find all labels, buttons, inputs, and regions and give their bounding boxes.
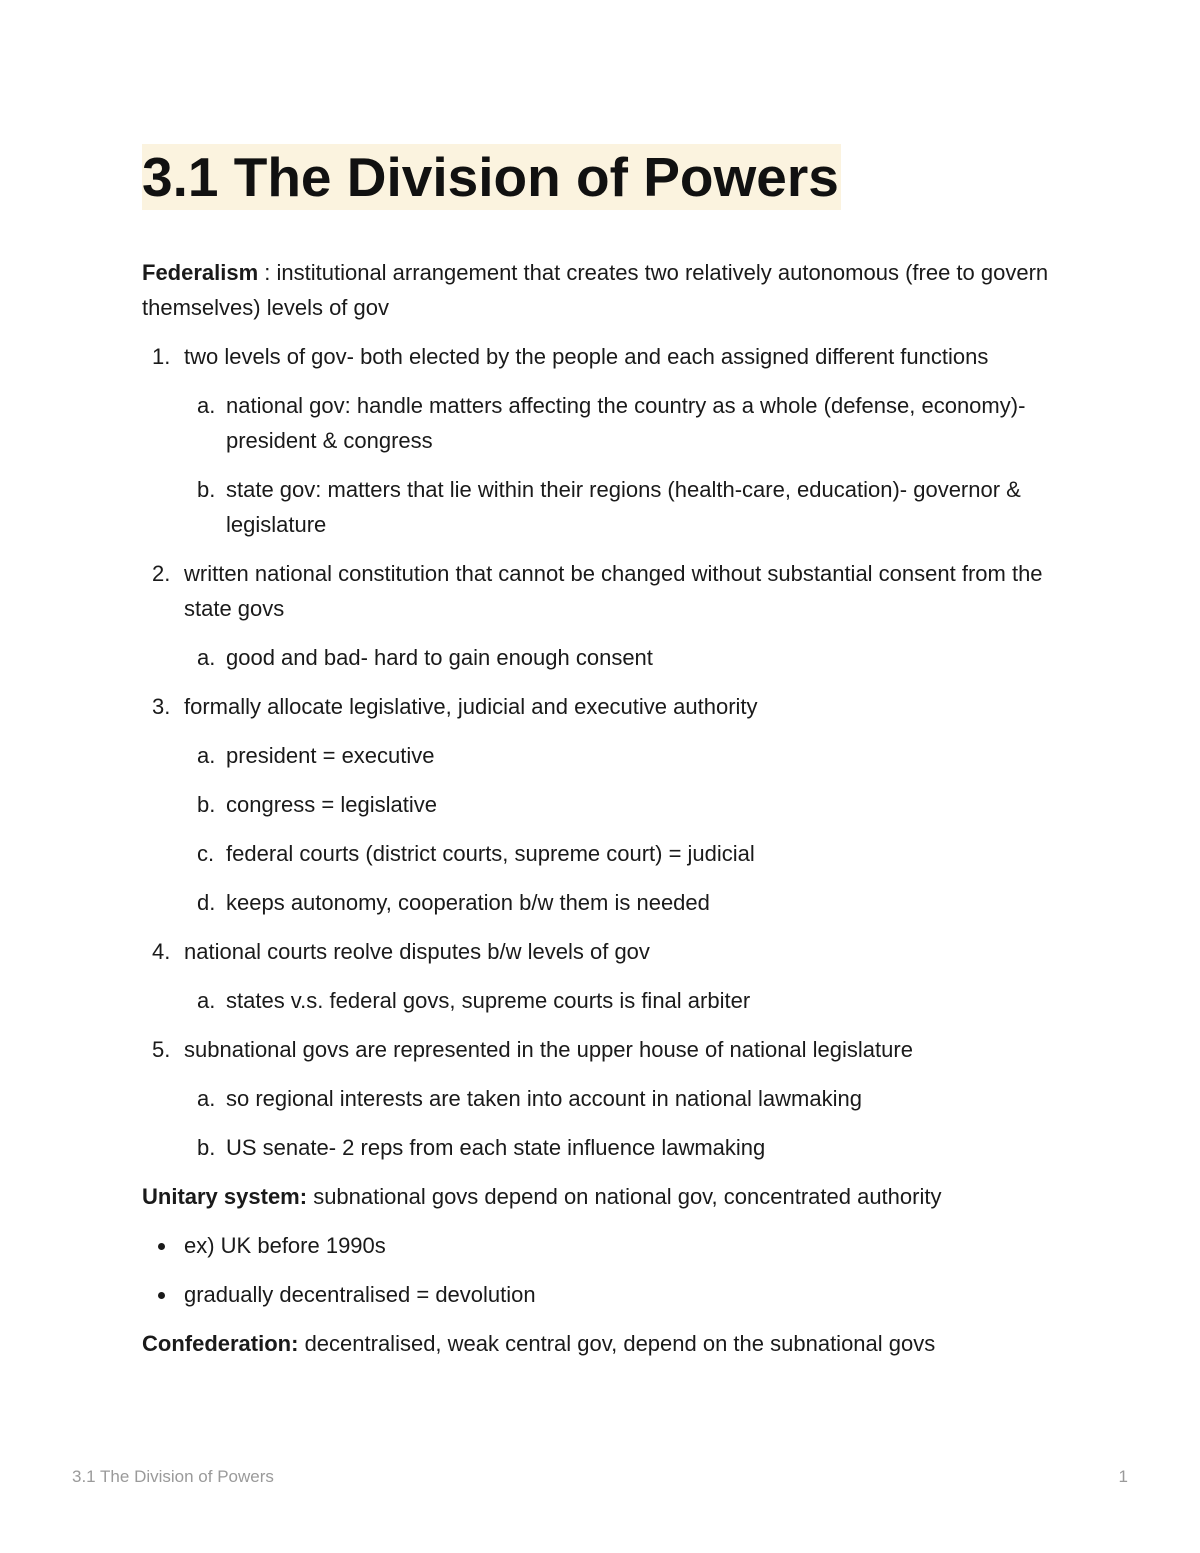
sublist-item	[184, 787, 1062, 822]
unitary-definition	[142, 1179, 1062, 1214]
sublist-item	[184, 472, 1062, 542]
list-marker: 4.	[152, 939, 171, 964]
bullet-item	[142, 1228, 1062, 1263]
list-item-text: subnational govs are represented in the upper house of national legislature	[184, 1037, 913, 1062]
sublist	[184, 1081, 1062, 1165]
bullet-icon	[158, 1292, 165, 1299]
sublist-marker: a.	[197, 645, 216, 670]
sublist-marker: a.	[197, 743, 216, 768]
sublist	[184, 983, 1062, 1018]
list-marker: 2.	[152, 561, 171, 586]
page-title: 3.1 The Division of Powers	[142, 146, 839, 208]
sublist-marker: b.	[197, 1135, 216, 1160]
federalism-term: Federalism	[142, 260, 259, 285]
bullet-icon	[158, 1243, 165, 1250]
confederation-term: Confederation:	[142, 1331, 299, 1356]
list-marker: 3.	[152, 694, 171, 719]
federalism-definition	[142, 255, 1062, 325]
sublist-marker: a.	[197, 988, 216, 1013]
sublist-item-text: states v.s. federal govs, supreme courts is final arbiter	[226, 988, 751, 1013]
list-item-text: national courts reolve disputes b/w levels of gov	[184, 939, 650, 964]
sublist-item	[184, 388, 1062, 458]
list-item	[142, 339, 1062, 542]
sublist-item	[184, 983, 1062, 1018]
sublist-item-text: federal courts (district courts, supreme court) = judicial	[226, 841, 755, 866]
list-item	[142, 689, 1062, 920]
bullet-text: gradually decentralised = devolution	[184, 1282, 536, 1307]
bullet-text: ex) UK before 1990s	[184, 1233, 386, 1258]
sublist	[184, 738, 1062, 920]
list-item-text: two levels of gov- both elected by the people and each assigned different functions	[184, 344, 989, 369]
sublist-item-text: national gov: handle matters affecting the country as a whole (defense, economy)- president & congress	[226, 393, 1026, 453]
list-item	[142, 1032, 1062, 1165]
federalism-definition-text: : institutional arrangement that creates two relatively autonomous (free to govern themselves) levels of gov	[142, 260, 1049, 320]
sublist-marker: c.	[197, 841, 215, 866]
document-body	[142, 255, 1062, 1375]
list-item-text: written national constitution that cannot be changed without substantial consent from the state govs	[184, 561, 1043, 621]
bullet-item	[142, 1277, 1062, 1312]
sublist-item-text: president = executive	[226, 743, 435, 768]
list-item-text: formally allocate legislative, judicial and executive authority	[184, 694, 758, 719]
unitary-term: Unitary system:	[142, 1184, 308, 1209]
sublist-item	[184, 738, 1062, 773]
sublist-marker: b.	[197, 477, 216, 502]
sublist-marker: a.	[197, 1086, 216, 1111]
sublist-item-text: keeps autonomy, cooperation b/w them is needed	[226, 890, 710, 915]
sublist-item-text: good and bad- hard to gain enough consent	[226, 645, 653, 670]
sublist-item-text: US senate- 2 reps from each state influence lawmaking	[226, 1135, 766, 1160]
sublist-item	[184, 1081, 1062, 1116]
sublist-marker: a.	[197, 393, 216, 418]
sublist	[184, 388, 1062, 542]
unitary-bullets	[142, 1228, 1062, 1312]
list-marker: 5.	[152, 1037, 171, 1062]
sublist-item	[184, 885, 1062, 920]
sublist-item-text: state gov: matters that lie within their regions (health-care, education)- governor & legislature	[226, 477, 1021, 537]
footer-title: 3.1 The Division of Powers	[72, 1467, 274, 1486]
sublist-item-text: so regional interests are taken into account in national lawmaking	[226, 1086, 862, 1111]
list-marker: 1.	[152, 344, 171, 369]
sublist	[184, 640, 1062, 675]
confederation-definition	[142, 1326, 1062, 1361]
sublist-marker: b.	[197, 792, 216, 817]
federalism-list	[142, 339, 1062, 1165]
confederation-definition-text: decentralised, weak central gov, depend on the subnational govs	[298, 1331, 936, 1356]
sublist-item	[184, 836, 1062, 871]
sublist-item-text: congress = legislative	[226, 792, 437, 817]
list-item	[142, 556, 1062, 675]
list-item	[142, 934, 1062, 1018]
sublist-item	[184, 1130, 1062, 1165]
page-number: 1	[1118, 1467, 1128, 1486]
sublist-marker: d.	[197, 890, 216, 915]
unitary-definition-text: subnational govs depend on national gov, concentrated authority	[307, 1184, 942, 1209]
sublist-item	[184, 640, 1062, 675]
